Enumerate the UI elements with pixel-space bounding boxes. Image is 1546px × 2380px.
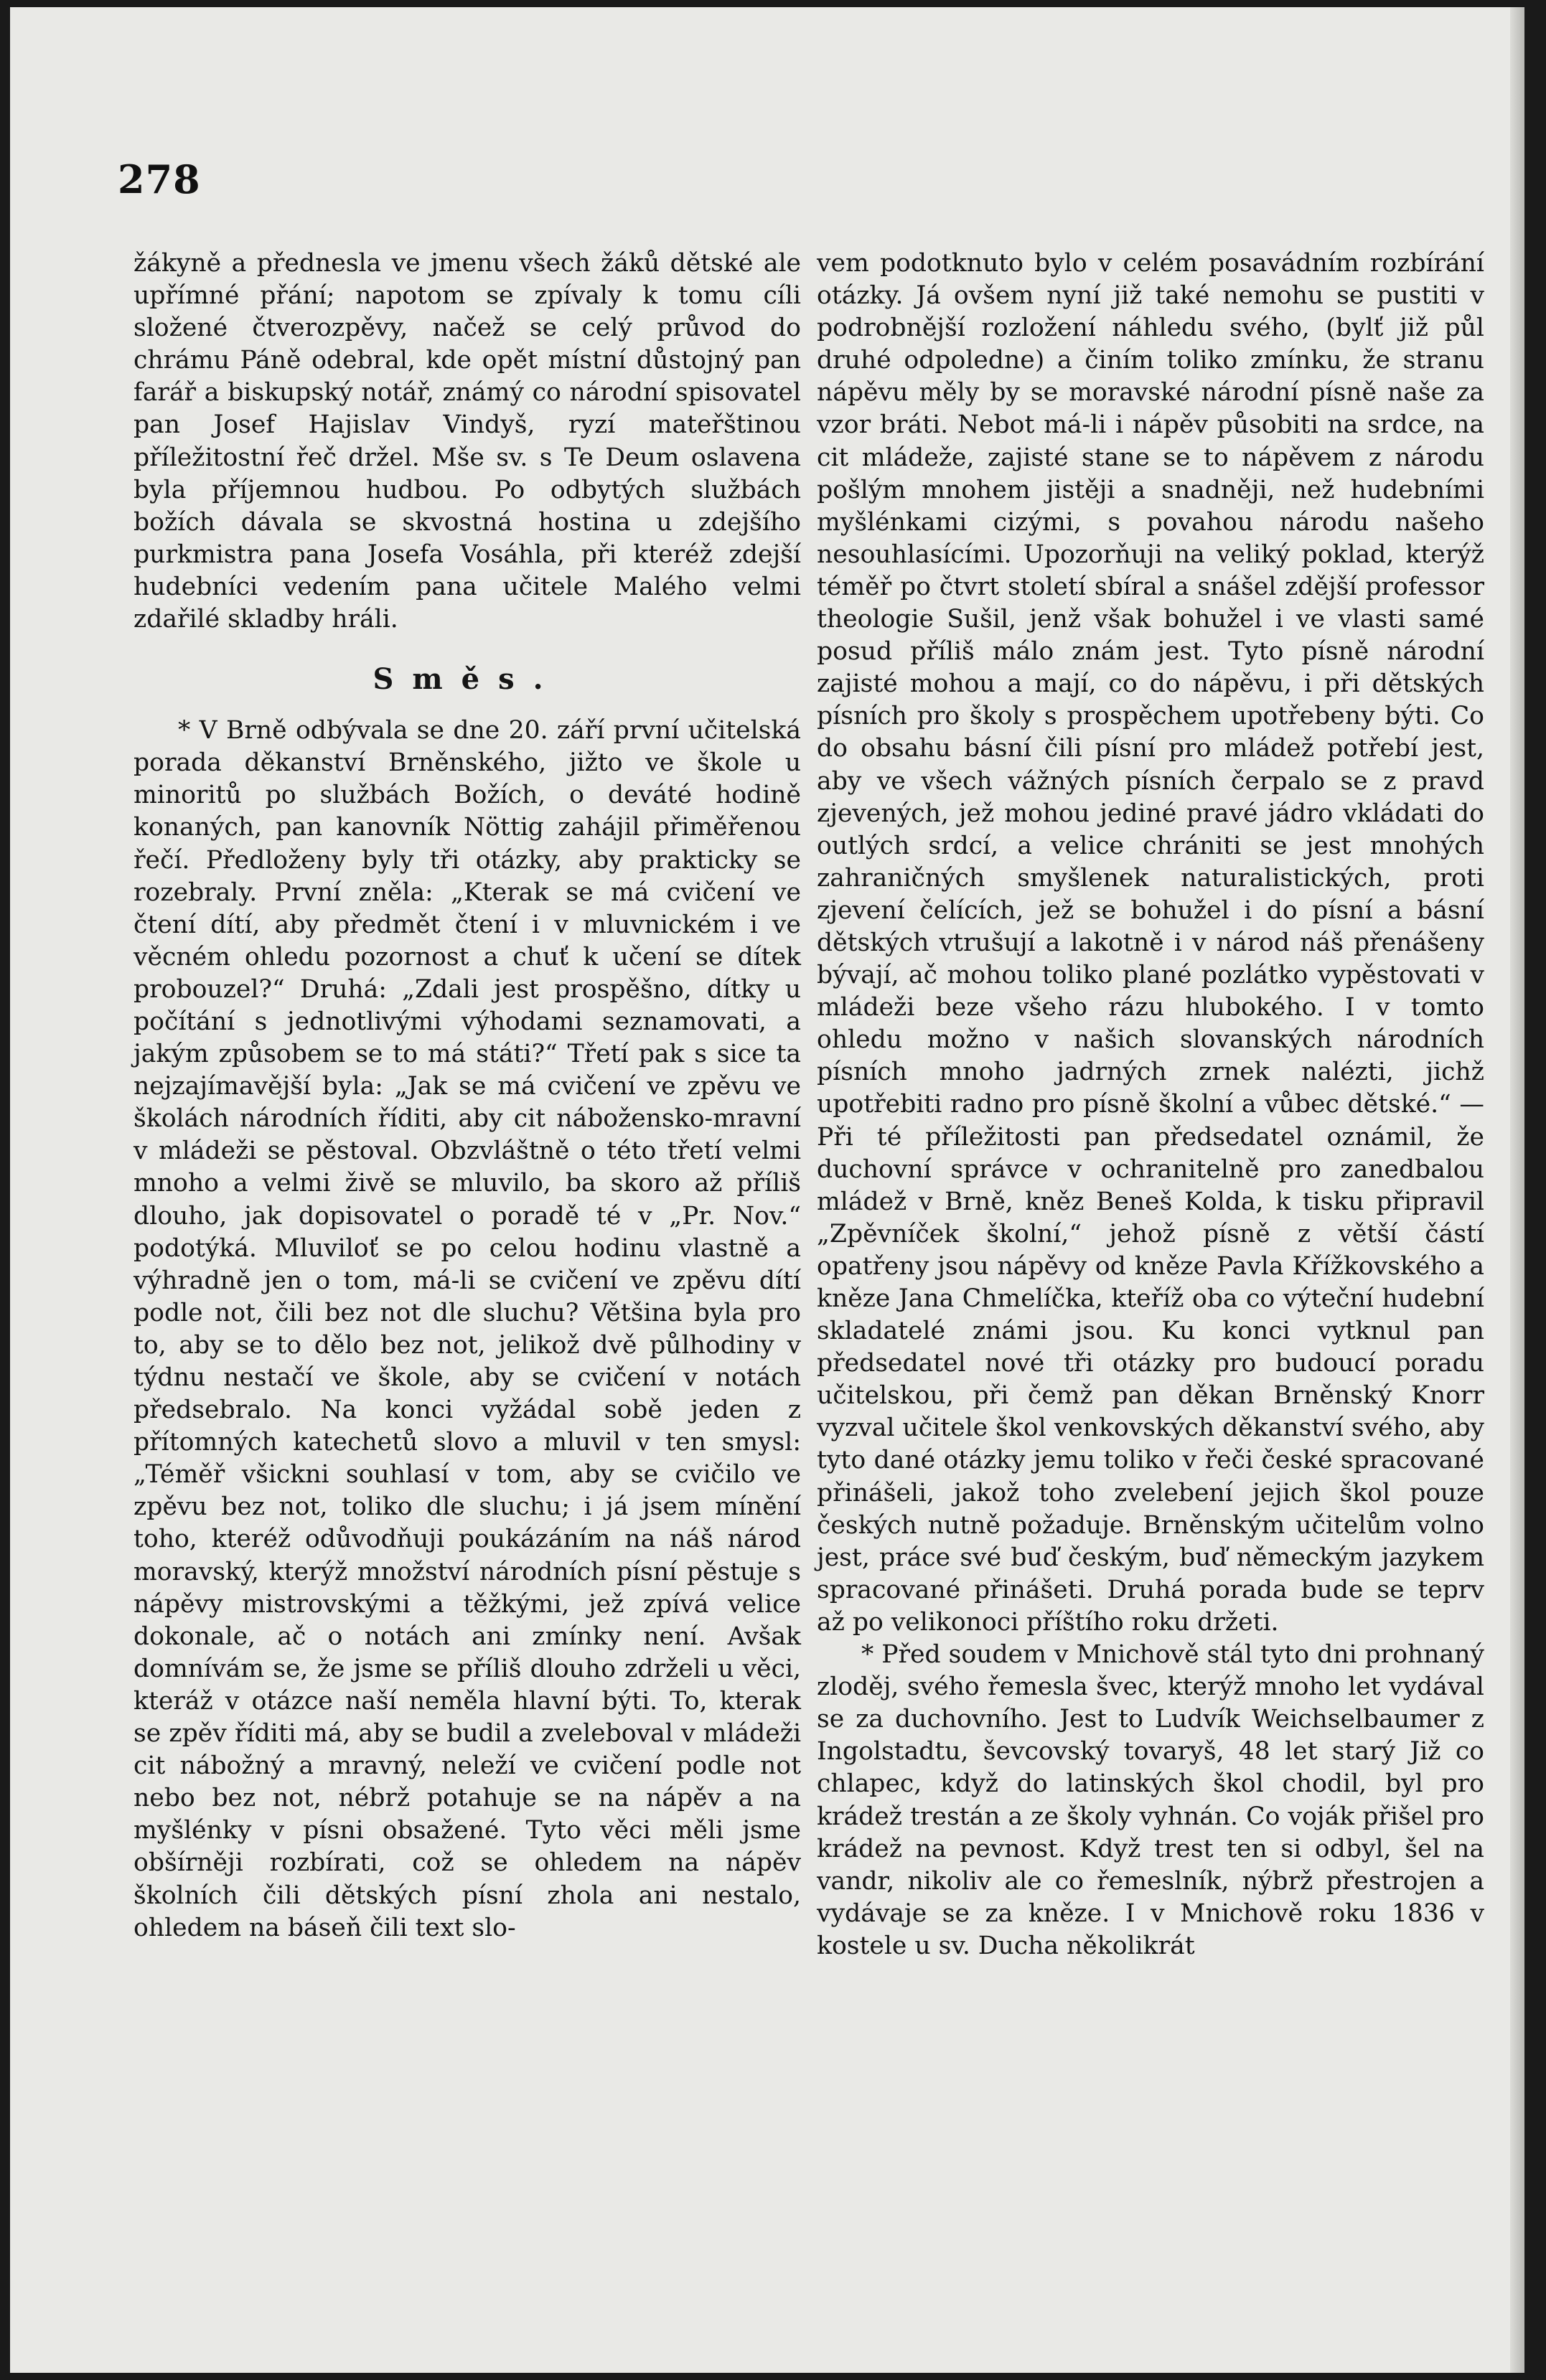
right-column [817,248,1484,1962]
news-item-continuation: vem podotknuto bylo v celém posavádním rozbírání otázky. Já ovšem nyní již také nemohu se pustiti v podrobnější rozložení náhledu svého, (bylť již půl druhé odpoledne) a činím toliko zmínku, že stranu nápěvu měly by se moravské národní písně naše za vzor bráti. Nebot má-li i nápěv působiti na srdce, na cit mládeže, zajisté stane se to nápěvem z národu pošlým mnohem jistěji a snadněji, než hudebními myšlénkami cizými, s povahou národu našeho nesouhlasícími. Upozorňuji na veliký poklad, kterýž téměř po čtvrt století sbíral a snášel zdější professor theologie Sušil, jenž však bohužel i ve vlasti samé posud příliš málo znám jest. Tyto písně národní zajisté mohou a mají, co do nápěvu, i při dětských písních pro školy s prospěchem upotřebeny býti. Co do obsahu básní čili písní pro mládež potřebí jest, aby ve všech vážných písních čerpalo se z pravd zjevených, jež mohou jediné pravé jádro vkládati do outlých srdcí, a velice chrániti se jest mnohých zahraničných smyšlenek naturalistických, proti zjevení čelících, jež se bohužel i do písní a básní dětských vtrušují a lakotně i v národ náš přenášeny bývají, ač mohou toliko plané pozlátko vypěstovati v mládeži beze všeho rázu hlubokého. I v tomto ohledu možno v našich slovanských národních písních mnoho jadrných zrnek nalézti, jichž upotřebiti radno pro písně školní a vůbec dětské.“ — Při té příležitosti pan předsedatel oznámil, že duchovní správce v ochranitelně pro zanedbalou mládež v Brně, kněz Beneš Kolda, k tisku připravil „Zpěvníček školní,“ jehož písně z větší částí opatřeny jsou nápěvy od kněze Pavla Křížkovského a kněze Jana Chmelíčka, kteříž oba co výteční hudební skladatelé známi jsou. Ku konci vytknul pan předsedatel nové tři otázky pro budoucí poradu učitelskou, při čemž pan děkan Brněnský Knorr vyzval učitele škol venkovských děkanství svého, aby tyto dané otázky jemu toliko v řeči české spracované přinášeli, jakož toho zvelebení jejich škol pouze českých nutně požaduje. Brněnským učitelům volno jest, práce své buď českým, buď německým jazykem spracované přinášeti. Druhá porada bude se teprv až po velikonoci příštího roku držeti. [817,249,1484,1637]
section-title: Směs. [373,662,562,697]
left-column [133,248,801,1944]
news-item-brno-teachers: * V Brně odbývala se dne 20. září první učitelská porada děkanství Brněnského, jižto ve škole u minoritů po službách Božích, o deváté hodině konaných, pan kanovník Nöttig zahájil přiměřenou řečí. Předloženy byly tři otázky, aby prakticky se rozebraly. První zněla: „Kterak se má cvičení ve čtení dítí, aby předmět čtení i v mluvnickém i ve věcném ohledu pozornost a chuť k učení se dítek probouzel?“ Druhá: „Zdali jest prospěšno, dítky u počítání s jednotlivými výhodami seznamovati, a jakým způsobem se to má státi?“ Třetí pak s sice ta nejzajímavější byla: „Jak se má cvičení ve zpěvu ve školách národních říditi, aby cit nábožensko-mravní v mládeži se pěstoval. Obzvláštně o této třetí velmi mnoho a velmi živě se mluvilo, ba skoro až příliš dlouho, jak dopisovatel o poradě té v „Pr. Nov.“ podotýká. Mluviloť se po celou hodinu vlastně a výhradně jen o tom, má-li se cvičení ve zpěvu dítí podle not, čili bez not dle sluchu? Většina byla pro to, aby se to dělo bez not, jelikož dvě půlhodiny v týdnu nestačí ve škole, aby se cvičení v notách předsebralo. Na konci vyžádal sobě jeden z přítomných katechetů slovo a mluvil v ten smysl: „Téměř všickni souhlasí v tom, aby se cvičilo ve zpěvu bez not, toliko dle sluchu; i já jsem mínění toho, kteréž odůvodňuji poukázáním na náš národ moravský, kterýž množství národních písní pěstuje s nápěvy mistrovskými a těžkými, jež zpívá velice dokonale, ač o notách ani zmínky není. Avšak domnívám se, že jsme se příliš dlouho zdrželi u věci, kteráž v otázce naší neměla hlavní býti. To, kterak se zpěv říditi má, aby se budil a zveleboval v mládeži cit nábožný a mravný, neleží ve cvičení podle not nebo bez not, nébrž potahuje se na nápěv a na myšlénky v písni obsažené. Tyto věci měli jsme obšírněji rozbírati, což se ohledem na nápěv školních čili dětských písní zhola ani nestalo, ohledem na báseň čili text slo- [133,716,801,1942]
newspaper-page [10,7,1524,2373]
page-edge-shadow [1510,7,1524,2373]
article-ending-paragraph: žákyně a přednesla ve jmenu všech žáků dětské ale upřímné přání; napotom se zpívaly k tomu cíli složené čtverozpěvy, načež se celý průvod do chrámu Páně odebral, kde opět místní důstojný pan farář a biskupský notář, známý co národní spisovatel pan Josef Hajislav Vindyš, ryzí mateřštinou příležitostní řeč držel. Mše sv. s Te Deum oslavena byla příjemnou hudbou. Po odbytých službách božích dávala se skvostná hostina u zdejšího purkmistra pana Josefa Vosáhla, při kteréž zdejší hudebníci vedením pana učitele Malého velmi zdařilé skladby hráli. [133,249,801,634]
news-item-munich-thief: * Před soudem v Mnichově stál tyto dni prohnaný zloděj, svého řemesla švec, kterýž mnoho let vydával se za duchovního. Jest to Ludvík Weichselbaumer z Ingolstadtu, ševcovský tovaryš, 48 let starý Již co chlapec, když do latinských škol chodil, byl pro krádež trestán a ze školy vyhnán. Co voják přišel pro krádež na pevnost. Když trest ten si odbyl, šel na vandr, nikoliv ale co řemeslník, nýbrž přestrojen a vydávaje se za kněze. I v Mnichově roku 1836 v kostele u sv. Ducha několikrát [817,1640,1484,1960]
page-number: 278 [118,156,201,202]
